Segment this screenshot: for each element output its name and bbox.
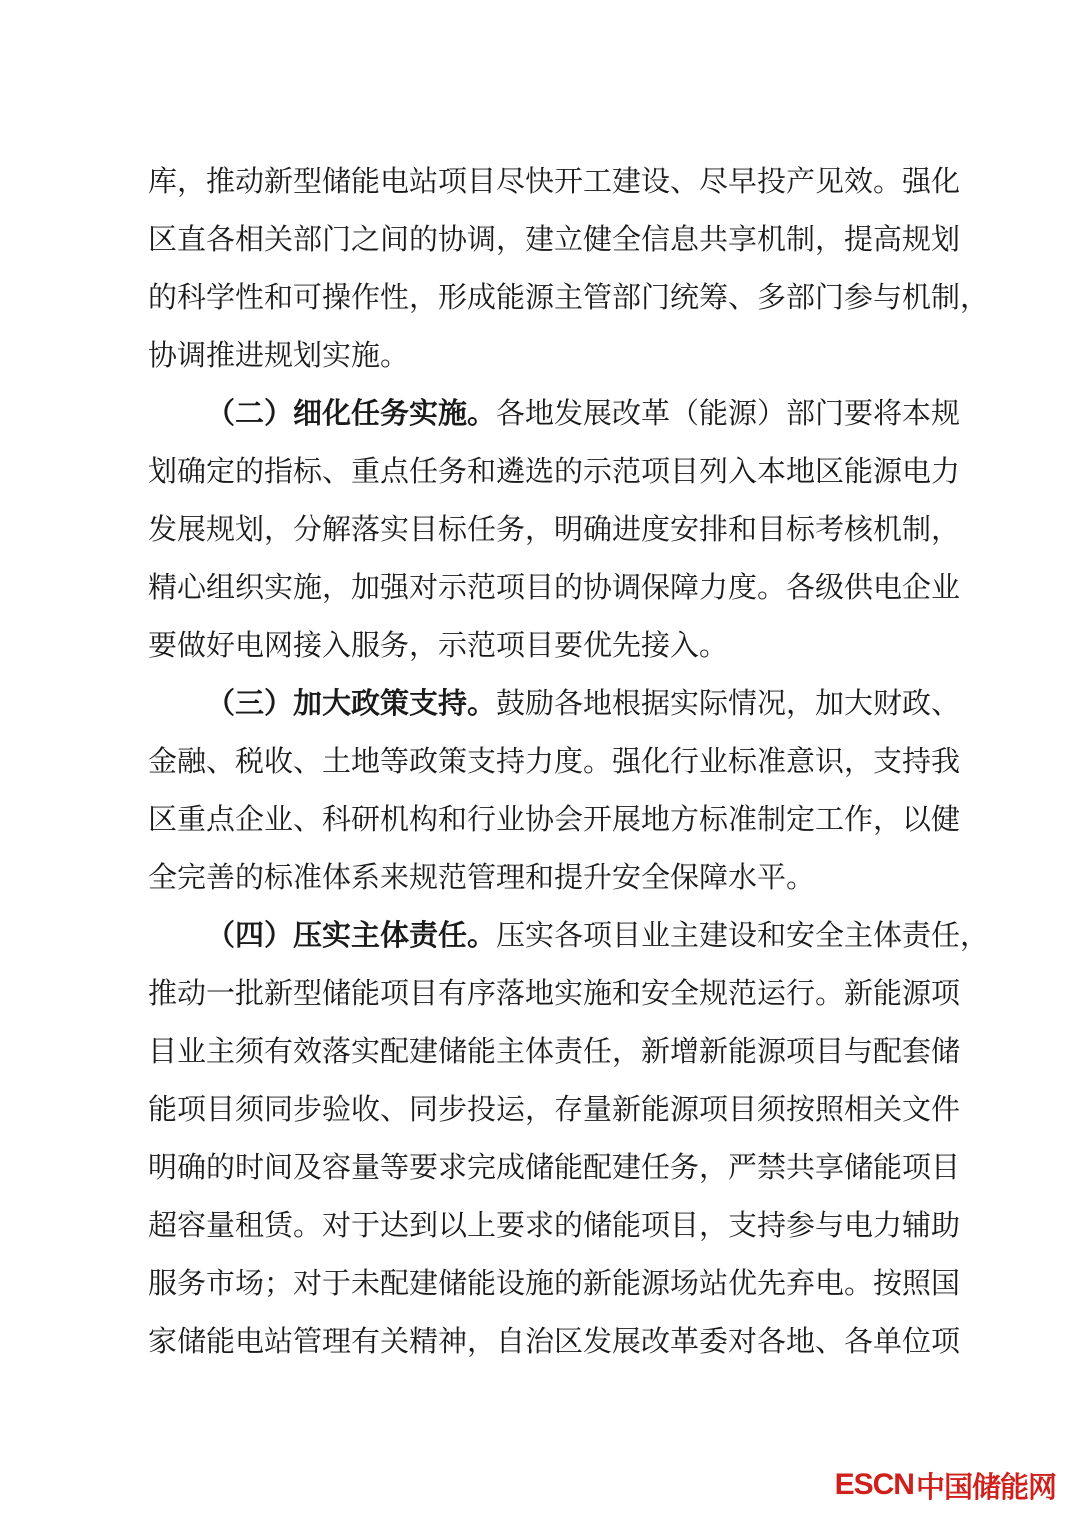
paragraph-2-text-1: 各地发展改革（能源）部门要将本规: [496, 396, 961, 430]
paragraph-2-line-3: 发展规划，分解落实目标任务，明确进度安排和目标考核机制，: [148, 512, 961, 546]
paragraph-4-line-8: 家储能电站管理有关精神，自治区发展改革委对各地、各单位项: [148, 1324, 961, 1358]
document-body: [148, 152, 990, 1370]
paragraph-3-line-2: 金融、税收、土地等政策支持力度。强化行业标准意识，支持我: [148, 744, 961, 778]
paragraph-3-line-4: 全完善的标准体系来规范管理和提升安全保障水平。: [148, 860, 816, 894]
paragraph-4-line-3: 目业主须有效落实配建储能主体责任，新增新能源项目与配套储: [148, 1034, 961, 1068]
paragraph-3-line-1: [148, 674, 961, 732]
section-heading-4: （四）压实主体责任。: [206, 918, 497, 952]
section-heading-2: （二）细化任务实施。: [206, 396, 497, 430]
paragraph-4-text-1: 压实各项目业主建设和安全主体责任，: [496, 918, 990, 952]
section-heading-3: （三）加大政策支持。: [206, 686, 497, 720]
watermark-cn-text: 中国储能网: [915, 1471, 1056, 1504]
paragraph-4-line-4: 能项目须同步验收、同步投运，存量新能源项目须按照相关文件: [148, 1092, 961, 1126]
watermark-escn-text: ESCN: [834, 1468, 914, 1501]
escn-watermark-logo: [835, 1465, 1056, 1505]
paragraph-2-line-5: 要做好电网接入服务，示范项目要优先接入。: [148, 628, 729, 662]
paragraph-1-line-1: 库，推动新型储能电站项目尽快开工建设、尽早投产见效。强化: [148, 164, 961, 198]
paragraph-1-line-3: 的科学性和可操作性，形成能源主管部门统筹、多部门参与机制，: [148, 280, 990, 314]
paragraph-4-line-1: [148, 906, 990, 964]
paragraph-4-line-6: 超容量租赁。对于达到以上要求的储能项目，支持参与电力辅助: [148, 1208, 961, 1242]
paragraph-2-line-1: [148, 384, 961, 442]
paragraph-2-line-2: 划确定的指标、重点任务和遴选的示范项目列入本地区能源电力: [148, 454, 961, 488]
paragraph-4-line-5: 明确的时间及容量等要求完成储能配建任务，严禁共享储能项目: [148, 1150, 961, 1184]
paragraph-4-line-7: 服务市场；对于未配建储能设施的新能源场站优先弃电。按照国: [148, 1266, 961, 1300]
paragraph-3-text-1: 鼓励各地根据实际情况，加大财政、: [496, 686, 961, 720]
paragraph-1-line-4: 协调推进规划实施。: [148, 338, 410, 372]
paragraph-3-line-3: 区重点企业、科研机构和行业协会开展地方标准制定工作，以健: [148, 802, 961, 836]
paragraph-2-line-4: 精心组织实施，加强对示范项目的协调保障力度。各级供电企业: [148, 570, 961, 604]
paragraph-1-line-2: 区直各相关部门之间的协调，建立健全信息共享机制，提高规划: [148, 222, 961, 256]
paragraph-4-line-2: 推动一批新型储能项目有序落地实施和安全规范运行。新能源项: [148, 976, 961, 1010]
